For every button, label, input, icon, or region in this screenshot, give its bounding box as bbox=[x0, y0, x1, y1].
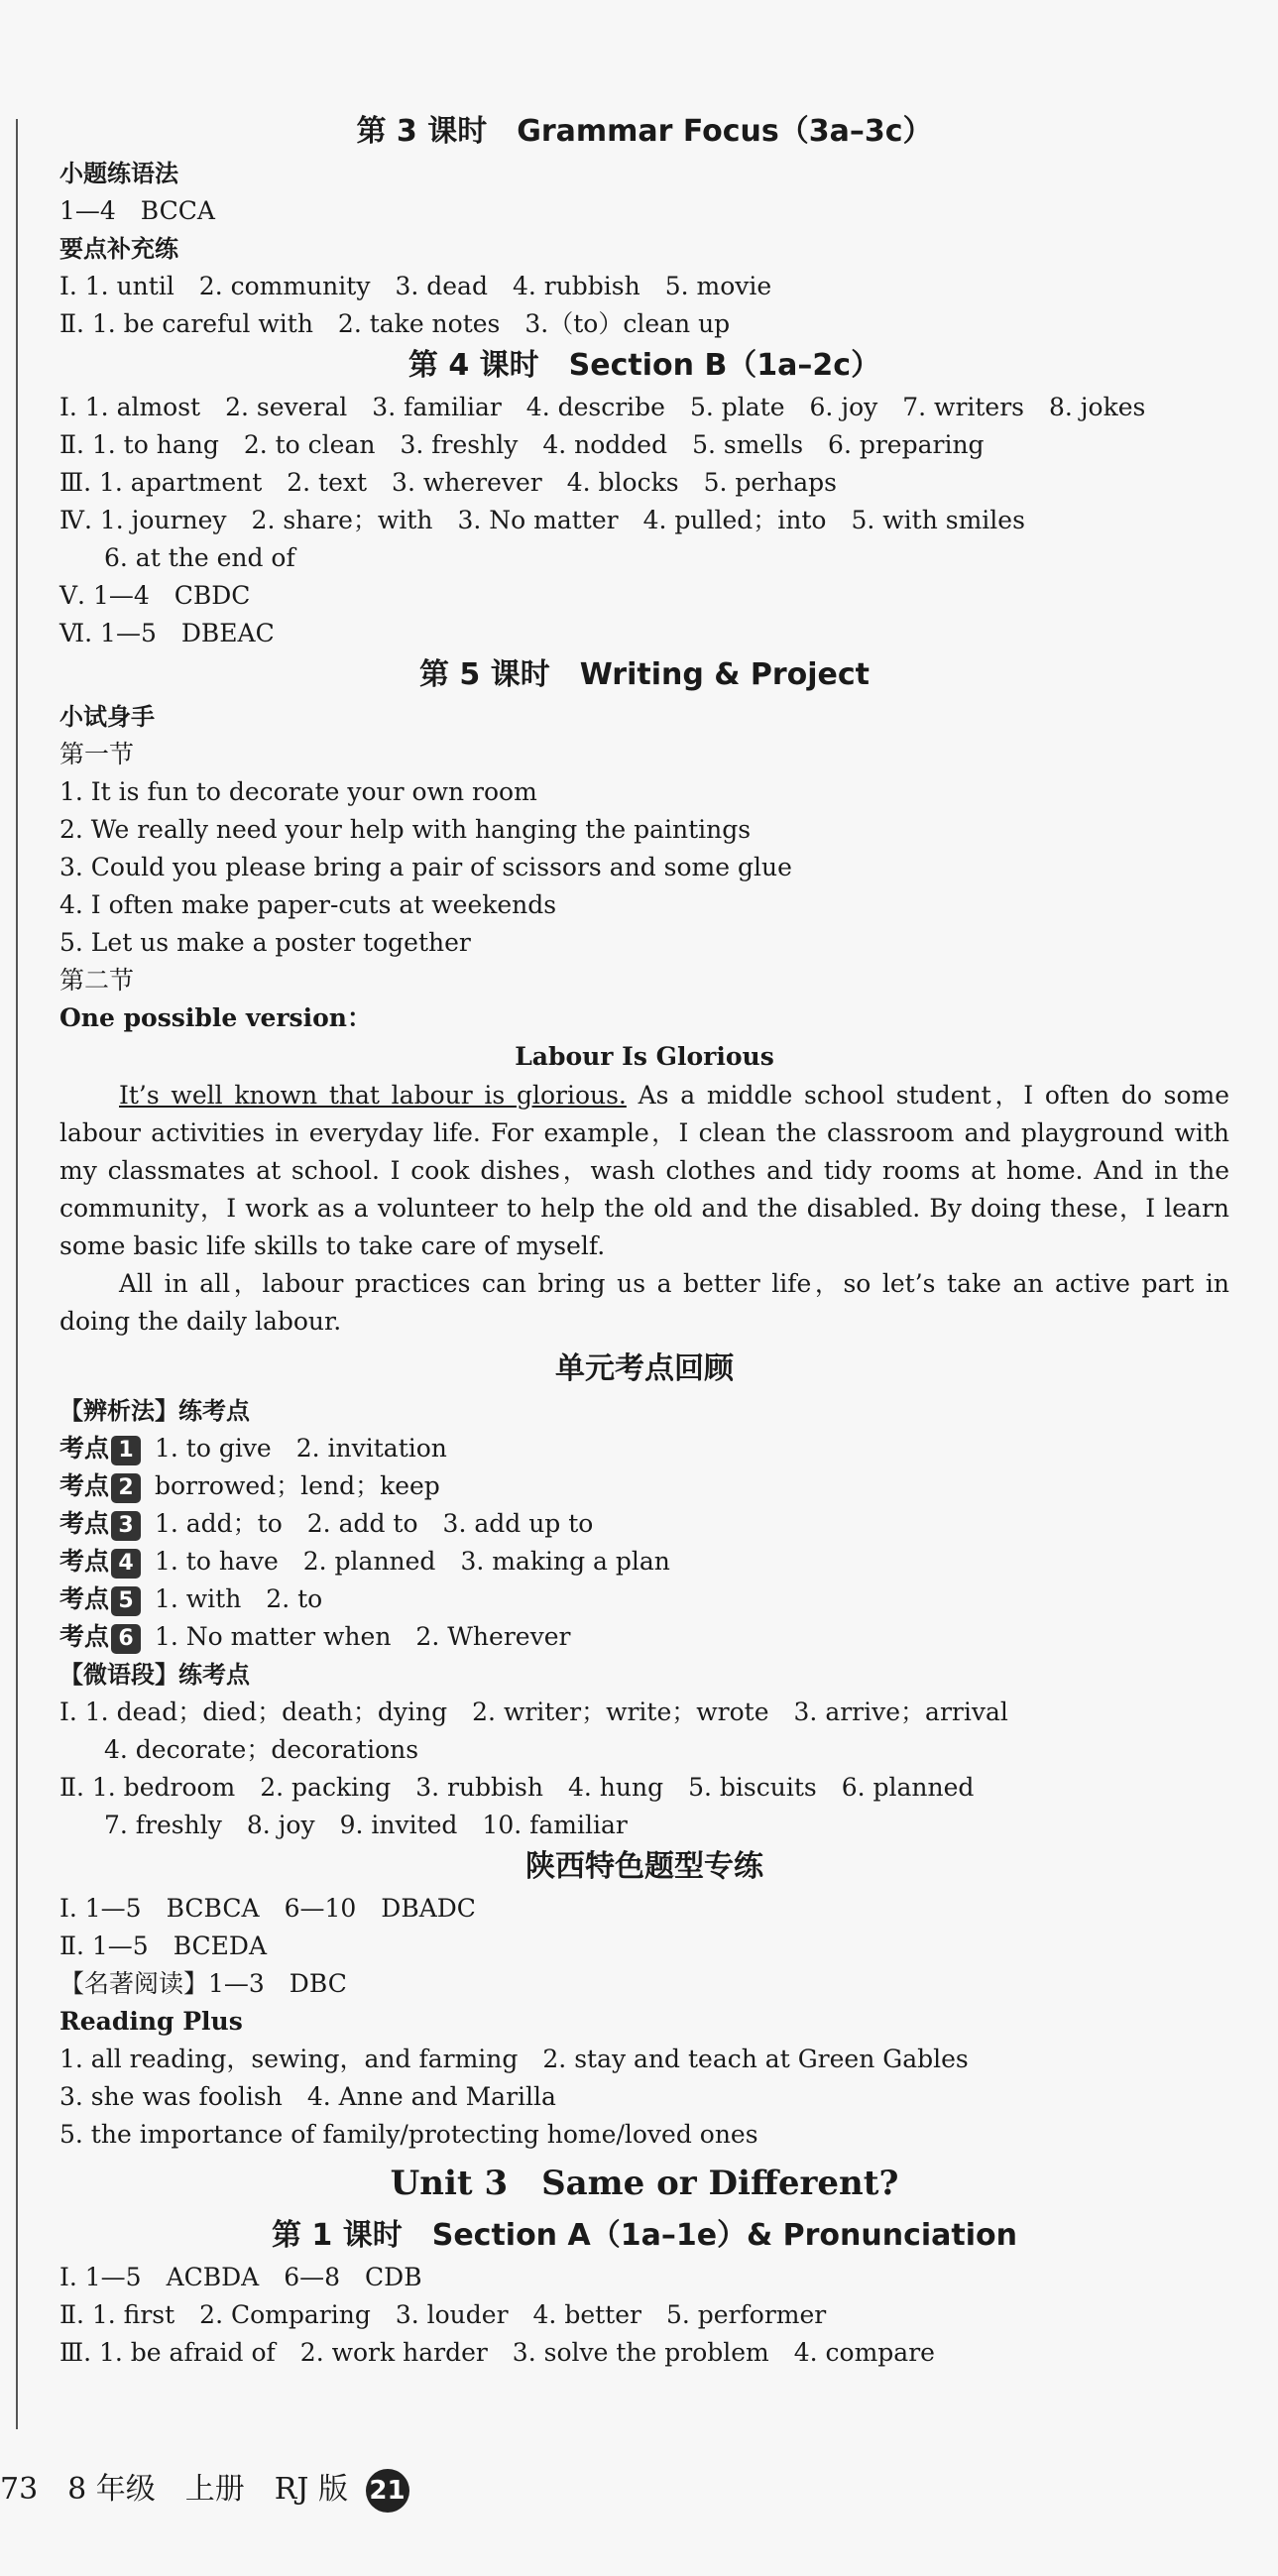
review-line: Ⅱ. 1. bedroom 2. packing 3. rubbish 4. hung 5. biscuits 6. planned bbox=[59, 1773, 975, 1802]
kaodian-number-badge: 5 bbox=[111, 1586, 141, 1616]
lesson-4-line: Ⅳ. 1. journey 2. share；with 3. No matter 4. pulled；into 5. with smiles bbox=[59, 506, 1025, 534]
kaodian-number-badge: 3 bbox=[111, 1511, 141, 1541]
section-2-label: 第二节 bbox=[59, 966, 135, 995]
lesson-4-line: Ⅰ. 1. almost 2. several 3. familiar 4. describe 5. plate 6. joy 7. writers 8. jokes bbox=[59, 393, 1146, 421]
kaodian-row bbox=[59, 1467, 1229, 1505]
shaanxi-heading: 陕西特色题型专练 bbox=[525, 1849, 763, 1884]
lesson-4-line: 6. at the end of bbox=[104, 543, 295, 572]
kaodian-number-badge: 1 bbox=[111, 1436, 141, 1465]
page-number-badge: 21 bbox=[366, 2469, 409, 2513]
unit-3-line: Ⅲ. 1. be afraid of 2. work harder 3. solve the problem 4. compare bbox=[59, 2338, 935, 2367]
section-1-label: 第一节 bbox=[59, 740, 135, 768]
sentence-item: 3. Could you please bring a pair of scissors and some glue bbox=[59, 853, 792, 881]
kaodian-answer: 1. No matter when 2. Wherever bbox=[154, 1622, 571, 1651]
sentence-item: 2. We really need your help with hanging the paintings bbox=[59, 815, 752, 844]
sentence-item: 1. It is fun to decorate your own room bbox=[59, 777, 537, 806]
lesson-4-line: Ⅱ. 1. to hang 2. to clean 3. freshly 4. nodded 5. smells 6. preparing bbox=[59, 430, 985, 459]
shaanxi-line: Ⅰ. 1—5 BCBCA 6—10 DBADC bbox=[59, 1894, 476, 1923]
lesson-5-heading: 第 5 课时 Writing & Project bbox=[418, 657, 871, 692]
lesson-3-line: Ⅰ. 1. until 2. community 3. dead 4. rubbish 5. movie bbox=[59, 272, 772, 300]
unit-3-heading: Unit 3 Same or Different? bbox=[390, 2164, 899, 2203]
unit-3-lesson-heading: 第 1 课时 Section A（1a–1e）& Pronunciation bbox=[271, 2218, 1018, 2253]
kaodian-answer: 1. add；to 2. add to 3. add up to bbox=[154, 1509, 594, 1538]
kaodian-label: 考点 bbox=[59, 1622, 110, 1651]
margin-rule bbox=[16, 119, 18, 2429]
shaanxi-line: 5. the importance of family/protecting home/loved ones bbox=[59, 2120, 758, 2149]
lesson-5-sub: 小试身手 bbox=[59, 703, 155, 731]
unit-3-line: Ⅱ. 1. first 2. Comparing 3. louder 4. better 5. performer bbox=[59, 2300, 827, 2329]
unit-review-heading: 单元考点回顾 bbox=[555, 1351, 734, 1386]
kaodian-label: 考点 bbox=[59, 1547, 110, 1576]
essay-body: As a middle school student，I often do some labour activities in everyday life. For example，I clean the classroom and playground with my classmates at school. I cook dishes，wash clothes and tidy rooms at home. And in the community，I work as a volunteer to help the old and the disabled. By doing these，I learn some basic life skills to take care of myself. bbox=[59, 1081, 1229, 1260]
kaodian-label: 考点 bbox=[59, 1509, 110, 1538]
kaodian-row bbox=[59, 1581, 1229, 1618]
shaanxi-line: 1. all reading，sewing，and farming 2. stay and teach at Green Gables bbox=[59, 2045, 969, 2073]
shaanxi-line: 【名著阅读】1—3 DBC bbox=[59, 1969, 347, 1998]
lesson-4-line: Ⅲ. 1. apartment 2. text 3. wherever 4. blocks 5. perhaps bbox=[59, 468, 837, 497]
lesson-3-heading: 第 3 课时 Grammar Focus（3a–3c） bbox=[356, 114, 933, 149]
reading-plus-label: Reading Plus bbox=[59, 2007, 243, 2036]
essay-conclusion: All in all，labour practices can bring us a better life，so let’s take an active part in doing the daily labour. bbox=[59, 1269, 1229, 1336]
kaodian-number-badge: 2 bbox=[111, 1473, 141, 1503]
lesson-3-sub-points: 要点补充练 bbox=[59, 235, 178, 263]
review-line: 7. freshly 8. joy 9. invited 10. familiar bbox=[104, 1811, 628, 1839]
kaodian-row bbox=[59, 1430, 1229, 1467]
kaodian-number-badge: 6 bbox=[111, 1624, 141, 1654]
lesson-4-line: Ⅴ. 1—4 CBDC bbox=[59, 581, 251, 610]
kaodian-answer: borrowed；lend；keep bbox=[154, 1471, 440, 1500]
kaodian-answer: 1. to have 2. planned 3. making a plan bbox=[154, 1547, 670, 1576]
answer-content bbox=[59, 109, 1229, 2372]
possible-version-label: One possible version： bbox=[59, 1003, 372, 1032]
page-footer bbox=[0, 2465, 409, 2515]
sentence-item: 5. Let us make a poster together bbox=[59, 928, 471, 957]
kaodian-answer: 1. to give 2. invitation bbox=[154, 1434, 447, 1463]
kaodian-row bbox=[59, 1618, 1229, 1656]
unit-3-line: Ⅰ. 1—5 ACBDA 6—8 CDB bbox=[59, 2263, 422, 2291]
lesson-4-line: Ⅵ. 1—5 DBEAC bbox=[59, 619, 275, 647]
essay-paragraph-2 bbox=[59, 1265, 1229, 1341]
lesson-3-line: Ⅱ. 1. be careful with 2. take notes 3.（to）clean up bbox=[59, 309, 731, 338]
shaanxi-line: 3. she was foolish 4. Anne and Marilla bbox=[59, 2082, 556, 2111]
kaodian-label: 考点 bbox=[59, 1434, 110, 1463]
lesson-3-line: 1—4 BCCA bbox=[59, 196, 215, 225]
footer-book-info: 73 8 年级 上册 RJ 版 bbox=[0, 2472, 348, 2507]
essay-title: Labour Is Glorious bbox=[515, 1042, 774, 1071]
essay-paragraph-1 bbox=[59, 1077, 1229, 1265]
lesson-4-heading: 第 4 课时 Section B（1a–2c） bbox=[407, 348, 881, 383]
lesson-3-sub-grammar: 小题练语法 bbox=[59, 160, 178, 187]
sentence-item: 4. I often make paper-cuts at weekends bbox=[59, 890, 557, 919]
review-sub-analysis: 【辨析法】练考点 bbox=[59, 1397, 250, 1425]
shaanxi-line: Ⅱ. 1—5 BCEDA bbox=[59, 1932, 268, 1960]
kaodian-label: 考点 bbox=[59, 1584, 110, 1613]
review-line: 4. decorate；decorations bbox=[104, 1735, 419, 1764]
kaodian-row bbox=[59, 1543, 1229, 1581]
kaodian-answer: 1. with 2. to bbox=[154, 1584, 323, 1613]
kaodian-row bbox=[59, 1505, 1229, 1543]
review-sub-paragraph: 【微语段】练考点 bbox=[59, 1661, 250, 1689]
review-line: Ⅰ. 1. dead；died；death；dying 2. writer；write；wrote 3. arrive；arrival bbox=[59, 1698, 1008, 1726]
essay-thesis: It’s well known that labour is glorious. bbox=[119, 1081, 627, 1110]
kaodian-number-badge: 4 bbox=[111, 1549, 141, 1579]
kaodian-label: 考点 bbox=[59, 1471, 110, 1500]
